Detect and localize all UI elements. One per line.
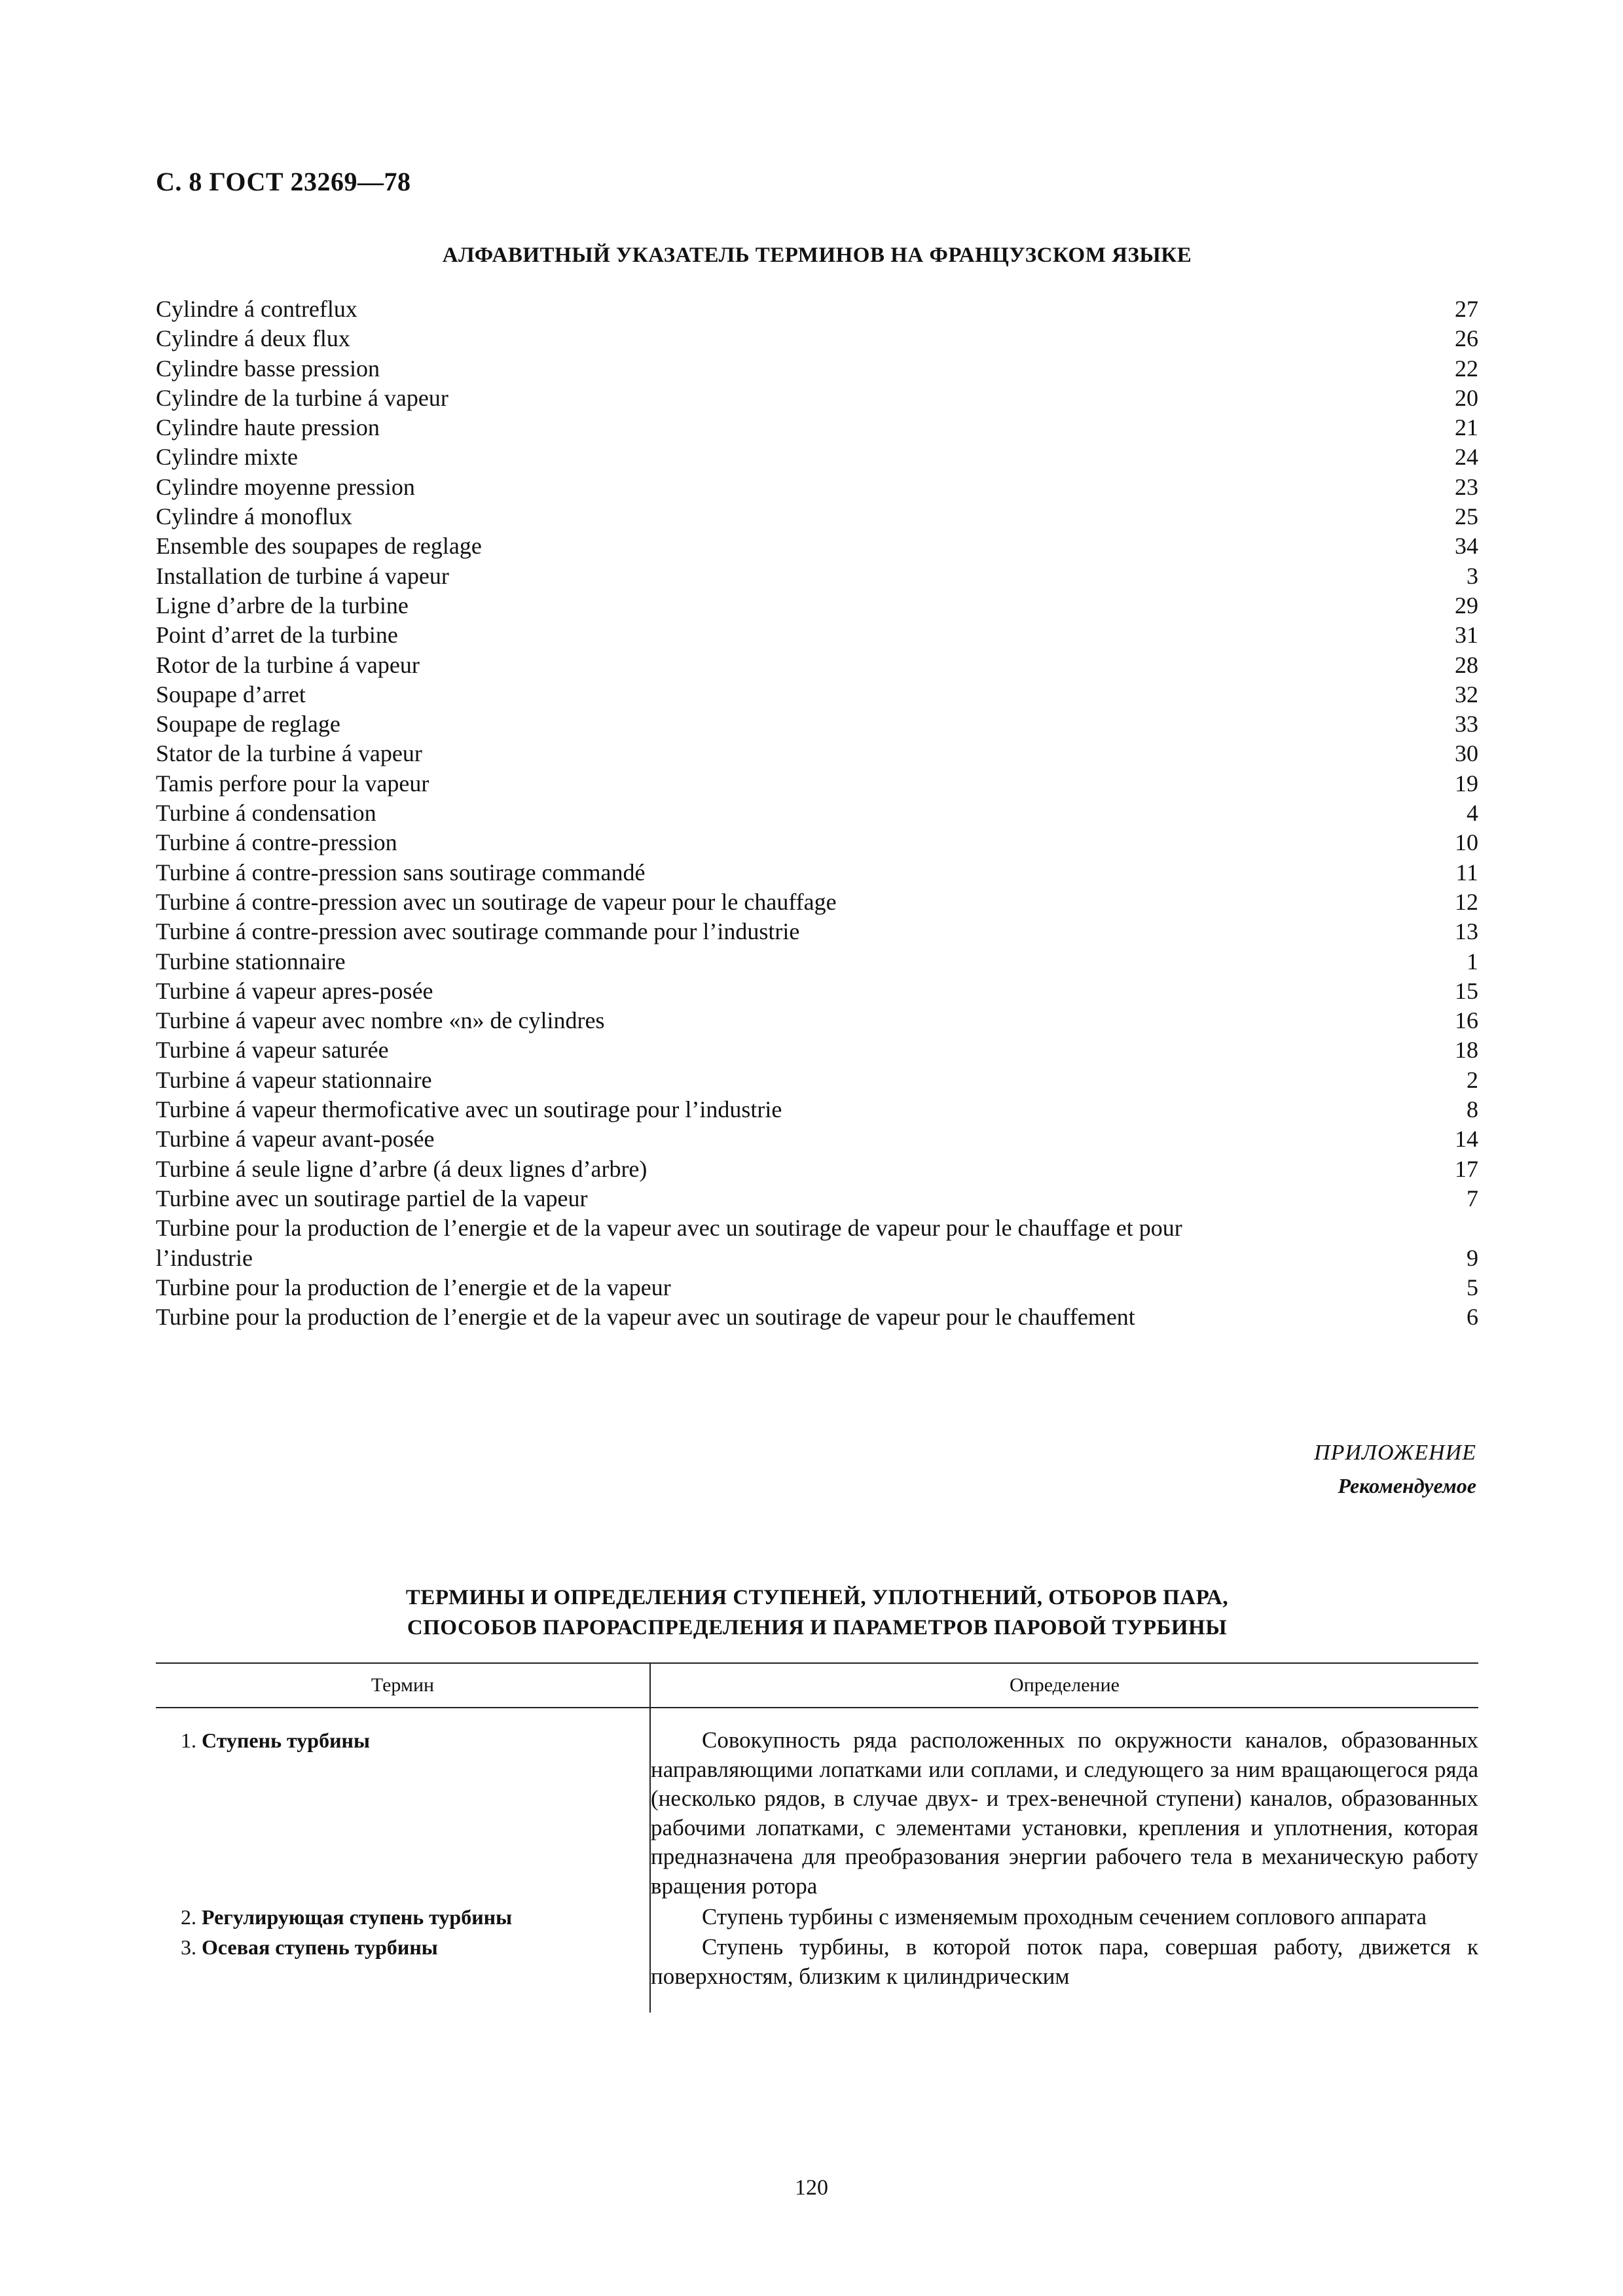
index-term: Cylindre mixte <box>156 444 298 471</box>
index-number: 11 <box>1455 859 1478 886</box>
term-number: 1. <box>181 1729 196 1752</box>
index-number: 27 <box>1455 296 1478 322</box>
column-header-term: Термин <box>156 1663 650 1708</box>
table-row <box>156 1725 1478 1902</box>
table-row <box>156 1932 1478 1992</box>
definition-text: Ступень турбины с изменяемым проходным сечением соплового аппарата <box>702 1903 1427 1929</box>
index-term: Ligne d’arbre de la turbine <box>156 592 409 619</box>
term-number: 3. <box>181 1935 196 1960</box>
index-number: 17 <box>1455 1155 1478 1182</box>
index-term: Turbine stationnaire <box>156 948 346 975</box>
index-term: Turbine á vapeur avant-posée <box>156 1126 435 1153</box>
index-item <box>156 473 1478 502</box>
index-number: 2 <box>1467 1066 1478 1093</box>
index-term: Soupape de reglage <box>156 711 340 738</box>
index-term: Turbine á vapeur saturée <box>156 1037 389 1064</box>
index-item <box>156 1244 1478 1273</box>
index-item <box>156 769 1478 798</box>
index-number: 19 <box>1455 770 1478 797</box>
index-number: 15 <box>1455 977 1478 1004</box>
index-item <box>156 1124 1478 1154</box>
appendix-label <box>1314 1437 1476 1502</box>
index-item <box>156 413 1478 442</box>
spacer-term-cell <box>156 1708 650 1725</box>
index-term: Turbine á contre-pression sans soutirage commandé <box>156 859 646 886</box>
term-name: Осевая ступень турбины <box>202 1935 438 1960</box>
index-number: 14 <box>1455 1126 1478 1153</box>
index-term: Cylindre basse pression <box>156 355 380 382</box>
index-item <box>156 947 1478 977</box>
page-header: С. 8 ГОСТ 23269—78 <box>156 167 411 196</box>
index-item <box>156 680 1478 709</box>
index-item <box>156 917 1478 946</box>
appendix-sublabel: Рекомендуемое <box>1338 1474 1476 1498</box>
column-header-definition: Определение <box>650 1663 1478 1708</box>
index-item <box>156 709 1478 739</box>
index-number: 26 <box>1455 325 1478 352</box>
index-list <box>156 295 1478 1332</box>
definition-cell <box>650 1902 1478 1933</box>
index-number: 32 <box>1455 681 1478 708</box>
index-term: Installation de turbine á vapeur <box>156 562 449 589</box>
index-item <box>156 1035 1478 1065</box>
term-cell <box>156 1932 650 1992</box>
index-item <box>156 324 1478 353</box>
term-cell <box>156 1725 650 1902</box>
index-number: 5 <box>1467 1274 1478 1300</box>
index-term: l’industrie <box>156 1244 253 1271</box>
table-spacer <box>156 1992 1478 2013</box>
index-item <box>156 1066 1478 1095</box>
index-term: Point d’arret de la turbine <box>156 622 398 649</box>
definition-text: Ступень турбины, в которой поток пара, совершая работу, движется к поверхностям, близким к цилиндрическим <box>651 1934 1478 1989</box>
term-cell <box>156 1902 650 1933</box>
index-item <box>156 1006 1478 1035</box>
index-term: Turbine á vapeur apres-posée <box>156 977 433 1004</box>
index-item <box>156 502 1478 531</box>
index-term: Soupape d’arret <box>156 681 306 708</box>
index-item <box>156 828 1478 857</box>
index-term: Turbine pour la production de l’energie et de la vapeur avec un soutirage de vapeur pour le chauffement <box>156 1304 1135 1331</box>
index-item <box>156 354 1478 384</box>
index-term: Ensemble des soupapes de reglage <box>156 533 482 560</box>
index-number: 25 <box>1455 503 1478 530</box>
table-row <box>156 1902 1478 1933</box>
index-number: 33 <box>1455 711 1478 738</box>
terms-table <box>156 1662 1478 2013</box>
appendix-label-text: ПРИЛОЖЕНИЕ <box>1314 1441 1476 1465</box>
index-number: 29 <box>1455 592 1478 619</box>
index-item <box>156 1184 1478 1213</box>
index-term: Turbine á contre-pression avec soutirage commande pour l’industrie <box>156 918 800 945</box>
index-number: 34 <box>1455 533 1478 560</box>
index-number: 20 <box>1455 384 1478 411</box>
definition-text: Совокупность ряда расположенных по окружности каналов, образованных направляющими лопатками или соплами, и следующего за ним вращающегося ряда (несколько рядов, в случае двух- и трех-венечной ступени) каналов, образованных рабочими лопатками, с элементами установки, крепления и уплотнения, которая предназначена для преобразования энергии рабочего тела в механическую работу вращения ротора <box>651 1727 1478 1899</box>
index-term: Tamis perfore pour la vapeur <box>156 770 429 797</box>
index-item <box>156 1095 1478 1124</box>
index-item <box>156 651 1478 680</box>
index-term: Turbine á vapeur thermoficative avec un soutirage pour l’industrie <box>156 1096 782 1123</box>
index-number: 23 <box>1455 473 1478 500</box>
index-number: 24 <box>1455 444 1478 471</box>
index-number: 3 <box>1467 562 1478 589</box>
spacer-def-cell <box>650 1992 1478 2013</box>
index-term: Turbine á condensation <box>156 800 376 827</box>
index-item <box>156 1155 1478 1184</box>
appendix-title-line-2: СПОСОБОВ ПАРОРАСПРЕДЕЛЕНИЯ И ПАРАМЕТРОВ ПАРОВОЙ ТУРБИНЫ <box>407 1616 1228 1640</box>
index-item <box>156 442 1478 472</box>
index-item <box>156 1302 1478 1332</box>
definition-cell <box>650 1932 1478 1992</box>
term-name: Ступень турбины <box>202 1729 370 1752</box>
index-item <box>156 739 1478 768</box>
index-item <box>156 1213 1478 1243</box>
index-term: Turbine pour la production de l’energie et de la vapeur <box>156 1274 671 1300</box>
index-term: Cylindre moyenne pression <box>156 473 415 500</box>
index-term: Cylindre haute pression <box>156 414 380 441</box>
spacer-def-cell <box>650 1708 1478 1725</box>
index-number: 30 <box>1455 740 1478 767</box>
index-number: 8 <box>1467 1096 1478 1123</box>
index-item <box>156 591 1478 620</box>
index-number: 28 <box>1455 651 1478 678</box>
index-term: Cylindre á contreflux <box>156 296 357 322</box>
index-term: Turbine á vapeur stationnaire <box>156 1066 432 1093</box>
page-number: 120 <box>795 2176 828 2200</box>
index-number: 31 <box>1455 622 1478 649</box>
index-item <box>156 858 1478 888</box>
index-item <box>156 295 1478 324</box>
spacer-term-cell <box>156 1992 650 2013</box>
index-number: 13 <box>1455 918 1478 945</box>
index-number: 10 <box>1455 829 1478 856</box>
definition-cell <box>650 1725 1478 1902</box>
index-term: Turbine á seule ligne d’arbre (á deux lignes d’arbre) <box>156 1155 647 1182</box>
index-number: 1 <box>1467 948 1478 975</box>
index-item <box>156 384 1478 413</box>
index-term: Cylindre á monoflux <box>156 503 352 530</box>
index-number: 7 <box>1467 1185 1478 1211</box>
index-title: АЛФАВИТНЫЙ УКАЗАТЕЛЬ ТЕРМИНОВ НА ФРАНЦУЗСКОМ ЯЗЫКЕ <box>442 243 1192 267</box>
index-number: 6 <box>1467 1304 1478 1331</box>
index-number: 12 <box>1455 888 1478 915</box>
index-item <box>156 977 1478 1006</box>
index-item <box>156 798 1478 828</box>
index-term: Turbine á contre-pression avec un soutirage de vapeur pour le chauffage <box>156 888 837 915</box>
index-item <box>156 562 1478 591</box>
index-term: Turbine avec un soutirage partiel de la vapeur <box>156 1185 588 1211</box>
index-number: 9 <box>1467 1244 1478 1271</box>
index-term: Turbine á contre-pression <box>156 829 397 856</box>
index-number: 22 <box>1455 355 1478 382</box>
index-term: Turbine pour la production de l’energie et de la vapeur avec un soutirage de vapeur pour le chauffage et pour <box>156 1215 1182 1242</box>
table-spacer <box>156 1708 1478 1725</box>
index-number: 18 <box>1455 1037 1478 1064</box>
index-number: 16 <box>1455 1007 1478 1034</box>
index-number: 21 <box>1455 414 1478 441</box>
index-item <box>156 1273 1478 1302</box>
appendix-title <box>156 1583 1478 1643</box>
term-name: Регулирующая ступень турбины <box>202 1905 513 1929</box>
term-number: 2. <box>181 1905 196 1929</box>
index-number: 4 <box>1467 800 1478 827</box>
index-item <box>156 531 1478 561</box>
index-term: Cylindre á deux flux <box>156 325 350 352</box>
index-term: Turbine á vapeur avec nombre «n» de cylindres <box>156 1007 605 1034</box>
index-item <box>156 620 1478 650</box>
index-term: Cylindre de la turbine á vapeur <box>156 384 448 411</box>
index-term: Rotor de la turbine á vapeur <box>156 651 420 678</box>
terms-table-header-row <box>156 1663 1478 1708</box>
terms-table-body <box>156 1708 1478 2013</box>
appendix-title-line-1: ТЕРМИНЫ И ОПРЕДЕЛЕНИЯ СТУПЕНЕЙ, УПЛОТНЕНИЙ, ОТБОРОВ ПАРА, <box>405 1586 1229 1609</box>
index-item <box>156 888 1478 917</box>
index-term: Stator de la turbine á vapeur <box>156 740 422 767</box>
